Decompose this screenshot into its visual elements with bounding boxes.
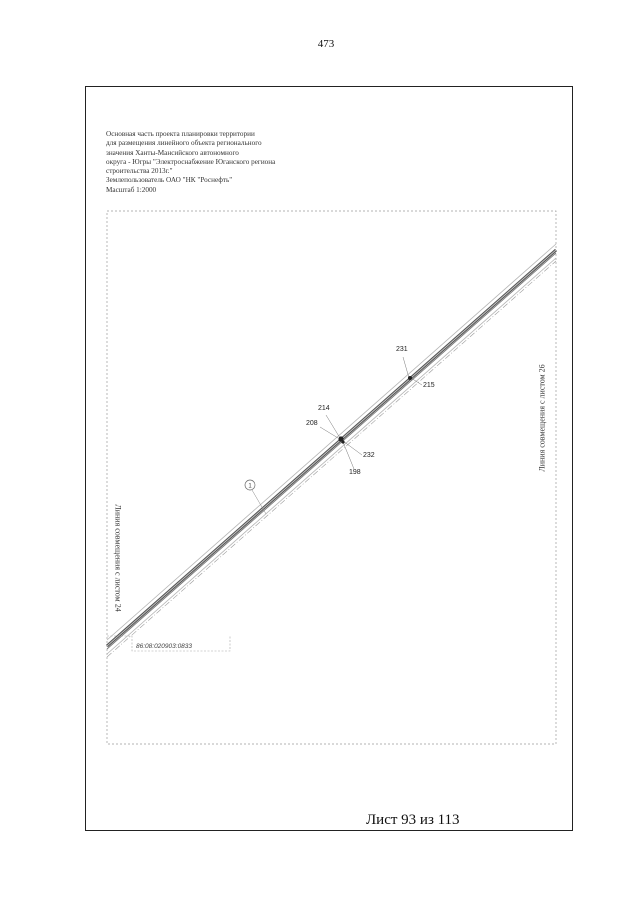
corridor-boundary-upper — [107, 244, 556, 640]
point-label-215: 215 — [423, 382, 435, 389]
leader-198 — [343, 442, 354, 469]
leader-214 — [326, 415, 340, 438]
match-line-caption-left: Линия совмещения с листом 24 — [113, 504, 123, 612]
point-198-marker — [341, 440, 344, 443]
right-of-way-boundary — [107, 261, 556, 657]
drawing-area-border — [107, 211, 556, 744]
point-label-208: 208 — [306, 420, 318, 427]
point-231-marker — [408, 376, 412, 380]
match-line-caption-right: Линия совмещения с листом 26 — [537, 364, 547, 472]
point-label-231: 231 — [396, 346, 408, 353]
title-line: округа - Югры "Электроснабжение Юганского региона — [106, 157, 276, 166]
scale-line: Масштаб 1:2000 — [106, 185, 157, 194]
corridor-boundary-lower — [107, 258, 556, 654]
power-line-axis — [107, 250, 556, 646]
sheet-label: Лист 93 из 113 — [366, 812, 460, 828]
point-label-198: 198 — [349, 469, 361, 476]
point-label-232: 232 — [363, 452, 375, 459]
leader-232 — [343, 441, 362, 455]
cadastral-number: 86:08:020903:0833 — [136, 643, 193, 650]
land-user-line: Землепользователь ОАО "НК "Роснефть" — [106, 176, 233, 185]
leader-208 — [320, 427, 338, 438]
title-line: для размещения линейного объекта регионального — [106, 139, 262, 148]
page-number: 473 — [317, 38, 335, 50]
zone-marker-label: 1 — [248, 483, 252, 490]
title-line: Основная часть проекта планировки территории — [106, 130, 255, 138]
leader-231 — [403, 357, 409, 378]
point-label-214: 214 — [318, 405, 330, 412]
power-line-edge — [107, 253, 556, 649]
title-line: значения Ханты-Мансийского автономного — [106, 148, 239, 157]
title-line: строительства 2013г." — [106, 167, 173, 176]
